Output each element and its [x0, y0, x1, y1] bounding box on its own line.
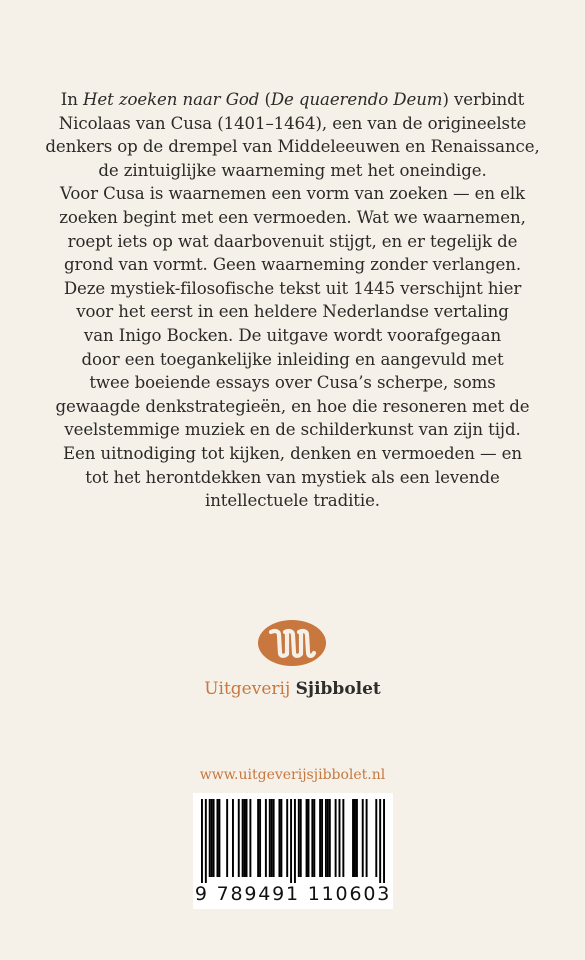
back-cover-blurb	[40, 88, 545, 513]
barcode-bar	[321, 799, 323, 877]
barcode-bar	[226, 799, 228, 877]
barcode-bar	[265, 799, 267, 877]
blurb-line	[40, 418, 545, 442]
barcode-bar	[335, 799, 337, 877]
barcode-bar	[244, 799, 246, 877]
blurb-text: (	[259, 90, 271, 109]
italic-title: Het zoeken naar God	[82, 90, 260, 109]
barcode-bar	[313, 799, 315, 877]
publisher-brand: Sjibbolet	[295, 679, 381, 699]
blurb-line	[40, 442, 545, 466]
blurb-text: Een uitnodiging tot kijken, denken en vermoeden — en	[63, 443, 522, 463]
blurb-text: intellectuele traditie.	[205, 491, 380, 511]
barcode-bar	[259, 799, 261, 877]
blurb-text: Voor Cusa is waarnemen een vorm van zoeken — en elk	[59, 184, 526, 204]
barcode-bar	[216, 799, 218, 877]
blurb-line	[40, 230, 545, 254]
blurb-line	[40, 395, 545, 419]
barcode-bar	[273, 799, 275, 877]
blurb-line	[40, 371, 545, 395]
blurb-text: veelstemmige muziek en de schilderkunst van zijn tijd.	[64, 420, 521, 440]
barcode-bar	[249, 799, 251, 877]
blurb-line	[40, 466, 545, 490]
blurb-text: de zintuiglijke waarneming met het oneindige.	[98, 160, 487, 180]
barcode-bar	[246, 799, 248, 877]
barcode-bar	[280, 799, 282, 877]
barcode-bar	[306, 799, 308, 877]
blurb-text: Nicolaas van Cusa (1401–1464), een van de origineelste	[58, 113, 527, 133]
barcode-bar	[308, 799, 310, 877]
barcode-bar	[298, 799, 300, 877]
barcode-bar	[213, 799, 215, 877]
barcode-bar	[278, 799, 280, 877]
publisher-name	[0, 678, 585, 700]
barcode-bar	[271, 799, 273, 877]
barcode-bar	[319, 799, 321, 877]
barcode-bar	[354, 799, 356, 877]
isbn-number: 9 789491 110603	[194, 883, 392, 905]
blurb-line	[40, 206, 545, 230]
barcode-bar	[209, 799, 211, 877]
barcode-bar	[257, 799, 259, 877]
barcode-bar	[290, 799, 292, 883]
barcode-bar	[218, 799, 220, 877]
blurb-text: tot het herontdekken van mystiek als een levende	[85, 467, 500, 487]
barcode-bar	[238, 799, 240, 877]
barcode-bar	[352, 799, 354, 877]
barcode-bar	[311, 799, 313, 877]
blurb-line	[40, 277, 545, 301]
barcode-bars	[201, 799, 385, 883]
blurb-text: voor het eerst in een heldere Nederlandse vertaling	[76, 302, 509, 322]
barcode-bar	[342, 799, 344, 877]
blurb-line	[40, 489, 545, 513]
publisher-website: www.uitgeverijsjibbolet.nl	[199, 767, 386, 783]
blurb-text: Deze mystiek-filosofische tekst uit 1445 verschijnt hier	[63, 278, 522, 298]
barcode-bar	[211, 799, 213, 877]
barcode-bar	[339, 799, 341, 877]
blurb-text: zoeken begint met een vermoeden. Wat we waarnemen,	[59, 207, 526, 227]
blurb-line	[40, 300, 545, 324]
blurb-line	[40, 324, 545, 348]
blurb-line	[40, 348, 545, 372]
blurb-line	[40, 182, 545, 206]
barcode-bar	[201, 799, 203, 883]
blurb-line	[40, 135, 545, 159]
barcode-bar	[327, 799, 329, 877]
barcode-bar	[300, 799, 302, 877]
blurb-text: twee boeiende essays over Cusa’s scherpe, soms	[89, 373, 496, 393]
barcode-bar	[205, 799, 207, 883]
blurb-text: grond van vormt. Geen waarneming zonder verlangen.	[63, 255, 521, 275]
barcode-bar	[362, 799, 364, 877]
barcode-bar	[269, 799, 271, 877]
barcode-bar	[329, 799, 331, 877]
italic-title: De quaerendo Deum	[270, 90, 443, 109]
blurb-text: denkers op de drempel van Middeleeuwen en Renaissance,	[45, 137, 540, 157]
blurb-line	[40, 112, 545, 136]
blurb-line	[40, 88, 545, 112]
blurb-text: ) verbindt	[442, 90, 525, 109]
barcode-bar	[356, 799, 358, 877]
barcode-bar	[325, 799, 327, 877]
barcode-bar	[366, 799, 368, 877]
barcode-bar	[242, 799, 244, 877]
barcode-bar	[232, 799, 234, 877]
publisher-prefix: Uitgeverij	[204, 679, 296, 699]
blurb-line	[40, 159, 545, 183]
shibboleth-logo-icon	[257, 619, 327, 667]
barcode-bar	[286, 799, 288, 877]
blurb-text: door een toegankelijke inleiding en aangevuld met	[81, 349, 504, 369]
blurb-text: van Inigo Bocken. De uitgave wordt voorafgegaan	[83, 325, 502, 345]
blurb-line	[40, 253, 545, 277]
blurb-text: In	[60, 90, 83, 109]
barcode-bar	[375, 799, 377, 877]
isbn-barcode	[193, 793, 393, 909]
blurb-text: roept iets op wat daarbovenuit stijgt, en er tegelijk de	[67, 231, 518, 251]
barcode-bar	[379, 799, 381, 883]
blurb-text: gewaagde denkstrategieën, en hoe die resoneren met de	[55, 396, 530, 416]
barcode-bar	[383, 799, 385, 883]
barcode-bar	[294, 799, 296, 883]
